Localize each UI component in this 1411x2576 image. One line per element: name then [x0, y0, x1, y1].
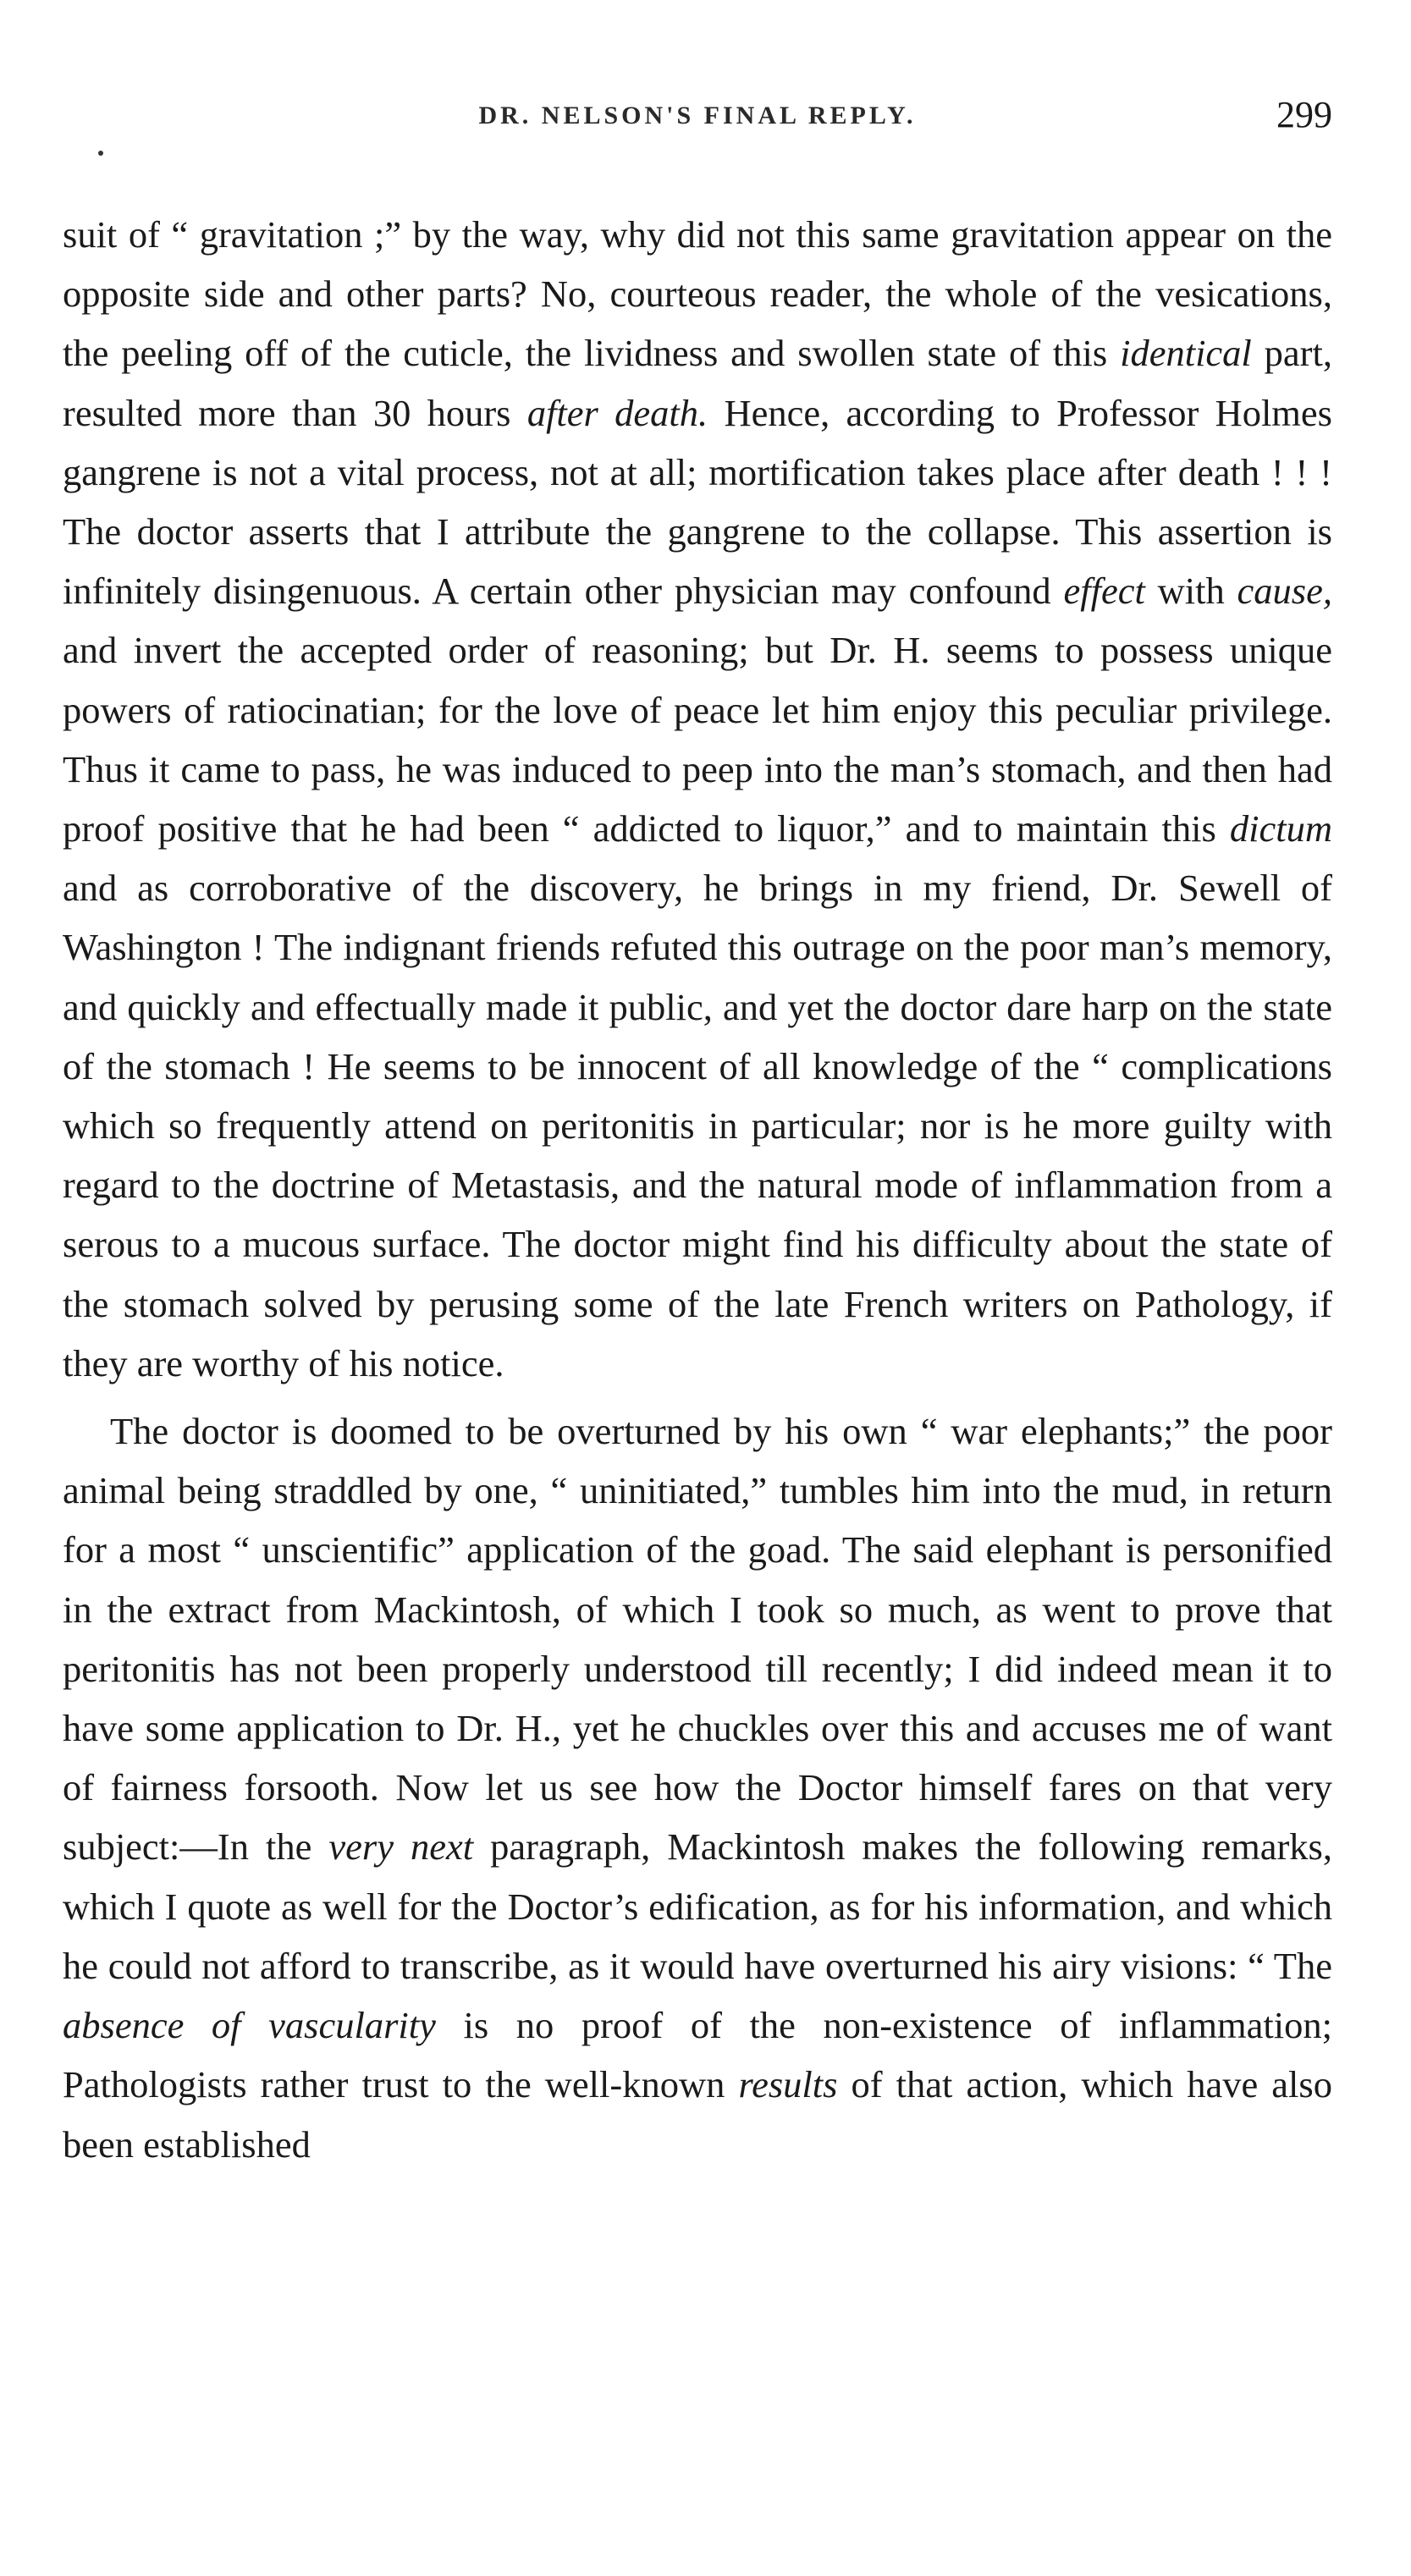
italic-segment: identical	[1120, 332, 1252, 375]
text-segment: suit of “ gravitation ;” by the way, why did not this same gravitation appear on the opposite side and other parts? No, courteous reader, the whole of the vesications, the peeling off of the cuticle, the lividness and swollen state of this	[63, 213, 1332, 375]
text-segment: paragraph, Mackintosh makes the following remarks, which I quote as well for the Doctor’s edification, as for his information, and which he could not afford to transcribe, as it would have overturned his airy visions: “ The	[63, 1825, 1332, 1987]
italic-segment: results	[738, 2063, 838, 2106]
running-title: DR. NELSON'S FINAL REPLY.	[478, 102, 917, 129]
page-number: 299	[1276, 94, 1332, 135]
text-segment: Hence, according to Professor Holmes gangrene is not a vital process, not at all; mortification takes place after death ! ! ! The doctor asserts that I attribute the gangrene to the collapse. This assertion is infinitely disingenuous. A certain other physician may confound	[63, 391, 1332, 613]
text-segment: of that action, which have also been established	[63, 2063, 1332, 2166]
text-segment: The doctor is doomed to be overturned by his own “ war elephants;” the poor animal being straddled by one, “ uninitiated,” tumbles him into the mud, in return for a most “ unscientific” application of the goad. The said elephant is personified in the extract from Mackintosh, of which I took so much, as went to prove that peritonitis has not been properly understood till recently; I did indeed mean it to have some application to Dr. H., yet he chuckles over this and accuses me of want of fairness forsooth. Now let us see how the Doctor himself fares on that very subject:—In the	[63, 1410, 1332, 1869]
paragraph-2	[63, 1401, 1332, 2174]
text-segment: part, resulted more than 30 hours	[63, 332, 1332, 434]
text-segment: and as corroborative of the discovery, he brings in my friend, Dr. Sewell of Washington ! The indignant friends refuted this outrage on the poor man’s memory, and quickly and effectually made it public, and yet the doctor dare harp on the state of the stomach ! He seems to be innocent of all knowledge of the “ complications which so frequently attend on peritonitis in particular; nor is he more guilty with regard to the doctrine of Metastasis, and the natural mode of inflammation from a serous to a mucous surface. The doctor might find his difficulty about the state of the stomach solved by perusing some of the late French writers on Pathology, if they are worthy of his notice.	[63, 867, 1332, 1384]
italic-segment: cause,	[1237, 570, 1332, 613]
text-segment: is no proof of the non-existence of inflammation; Pathologists rather trust to the well-known	[63, 2004, 1332, 2106]
italic-segment: effect	[1063, 570, 1145, 613]
document-page	[63, 85, 1332, 2174]
italic-segment: dictum	[1229, 807, 1332, 850]
margin-dot	[98, 151, 103, 156]
italic-segment: very next	[328, 1825, 474, 1869]
running-head	[63, 85, 1332, 144]
text-segment: with	[1144, 570, 1237, 613]
italic-segment: absence of vascularity	[63, 2004, 436, 2047]
body-text	[63, 205, 1332, 2174]
italic-segment: after death.	[526, 391, 708, 434]
paragraph-1	[63, 205, 1332, 1393]
text-segment: and invert the accepted order of reasoning; but Dr. H. seems to possess unique powers of ratiocinatian; for the love of peace let him enjoy this peculiar privilege. Thus it came to pass, he was induced to peep into the man’s stomach, and then had proof positive that he had been “ addicted to liquor,” and to maintain this	[63, 629, 1332, 850]
